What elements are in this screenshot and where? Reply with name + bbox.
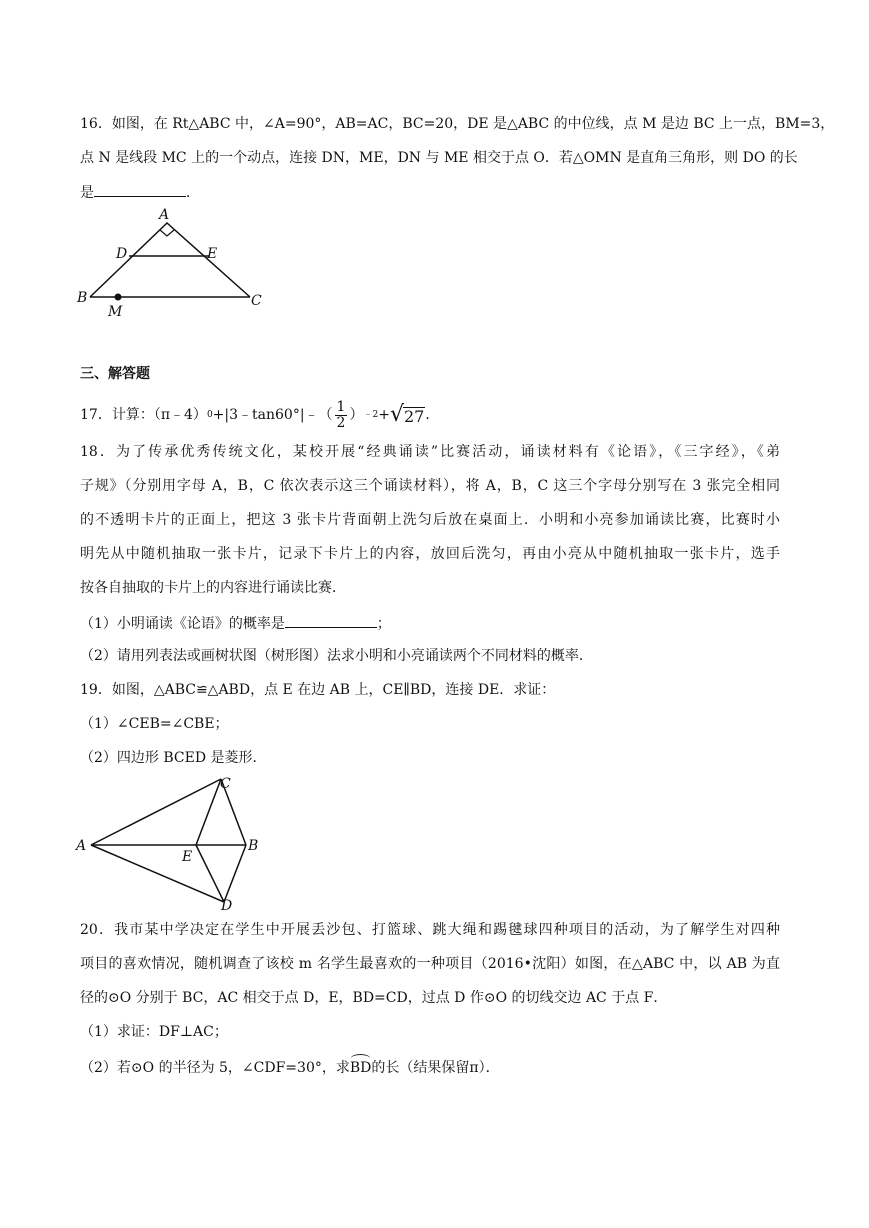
q18-sub1-post: ；: [376, 616, 391, 632]
q17-end: ．: [425, 407, 440, 423]
label-m: M: [108, 304, 123, 320]
q18-line1: 18．为了传承优秀传统文化，某校开展“经典诵读”比赛活动，诵读材料有《论语》，《三字经》，《弟: [80, 444, 780, 460]
q18-line4: 明先从中随机抽取一张卡片，记录下卡片上的内容，放回后洗匀，再由小亮从中随机抽取一张卡片，选手: [80, 546, 780, 562]
q16-line3-post: ．: [186, 185, 200, 201]
q17-mid: +|3﹣tan60°|﹣（: [212, 407, 333, 423]
q16-line1: 16．如图，在 Rt△ABC 中，∠A=90°，AB=AC，BC=20，DE 是△ABC 的中位线，点 M 是边 BC 上一点，BM=3，: [80, 116, 835, 132]
q18-sub1: [80, 612, 391, 634]
label-a: A: [159, 207, 170, 223]
q18-sub2: （2）请用列表法或画树状图（树形图）法求小明和小亮诵读两个不同材料的概率．: [80, 648, 593, 664]
q16-line3-pre: 是: [80, 185, 94, 201]
label-c: C: [251, 293, 262, 309]
figure-triangle-abc: [74, 205, 264, 320]
fraction-numerator: 1: [336, 398, 346, 415]
q19-sub1: （1）∠CEB=∠CBE；: [80, 716, 229, 732]
label-e: E: [207, 246, 218, 262]
fraction-denominator: 2: [336, 414, 346, 431]
q20-line3: 径的⊙O 分别于 BC，AC 相交于点 D，E，BD=CD，过点 D 作⊙O 的切线交边 AC 于点 F．: [80, 990, 668, 1006]
figure-quadrilateral-bced: [74, 774, 264, 910]
label-b: B: [77, 290, 88, 306]
label-d: D: [116, 246, 128, 262]
arc-bd: BD: [350, 1054, 372, 1078]
label-c: C: [220, 776, 231, 792]
answer-blank: [94, 181, 186, 197]
label-b: B: [248, 838, 259, 854]
q20-line1: 20．我市某中学决定在学生中开展丢沙包、打篮球、跳大绳和踢毽球四种项目的活动，为了解学生对四种: [80, 922, 780, 938]
q18-sub1-pre: （1）小明诵读《论语》的概率是: [80, 616, 285, 632]
answer-blank: [285, 612, 377, 628]
q20-line2: 项目的喜欢情况，随机调查了该校 m 名学生最喜欢的一种项目（2016•沈阳）如图，在△ABC 中，以 AB 为直: [80, 956, 780, 972]
q17-close: ）: [349, 407, 364, 423]
q19-sub2: （2）四边形 BCED 是菱形．: [80, 750, 267, 766]
fraction-one-half: [335, 400, 348, 431]
radicand: 27: [403, 407, 425, 426]
q20-sub2: [80, 1054, 500, 1078]
q20-sub2-post: 的长（结果保留π）．: [371, 1060, 500, 1076]
q17-plus: +: [378, 407, 390, 423]
q18-line5: 按各自抽取的卡片上的内容进行诵读比赛．: [80, 580, 346, 596]
q18-line2: 子规》（分别用字母 A，B，C 依次表示这三个诵读材料），将 A，B，C 这三个字母分别写在 3 张完全相同: [80, 478, 780, 494]
q18-line3: 的不透明卡片的正面上，把这 3 张卡片背面朝上洗匀后放在桌面上．小明和小亮参加诵读比赛，比赛时小: [80, 512, 780, 528]
q17-line: 17．计算：（π﹣4） 0 +|3﹣tan60°|﹣（ $\frac{1}{2}$ ） ﹣2 + √ 27 ．: [80, 398, 440, 431]
q20-sub1: （1）求证：DF⊥AC；: [80, 1024, 228, 1040]
section-title: 三、解答题: [80, 366, 150, 382]
q16-line2: 点 N 是线段 MC 上的一个动点，连接 DN，ME，DN 与 ME 相交于点 O．若△OMN 是直角三角形，则 DO 的长: [80, 150, 798, 166]
label-d: D: [221, 898, 233, 910]
q19-line1: 19．如图，△ABC≌△ABD，点 E 在边 AB 上，CE∥BD，连接 DE．求证：: [80, 682, 556, 698]
q20-sub2-pre: （2）若⊙O 的半径为 5，∠CDF=30°，求: [80, 1060, 350, 1076]
q16-line3: [80, 181, 200, 203]
label-e: E: [182, 849, 193, 865]
sqrt-27: √ 27: [389, 402, 425, 427]
label-a: A: [76, 838, 87, 854]
q17-pre: 17．计算：（π﹣4）: [80, 407, 207, 423]
